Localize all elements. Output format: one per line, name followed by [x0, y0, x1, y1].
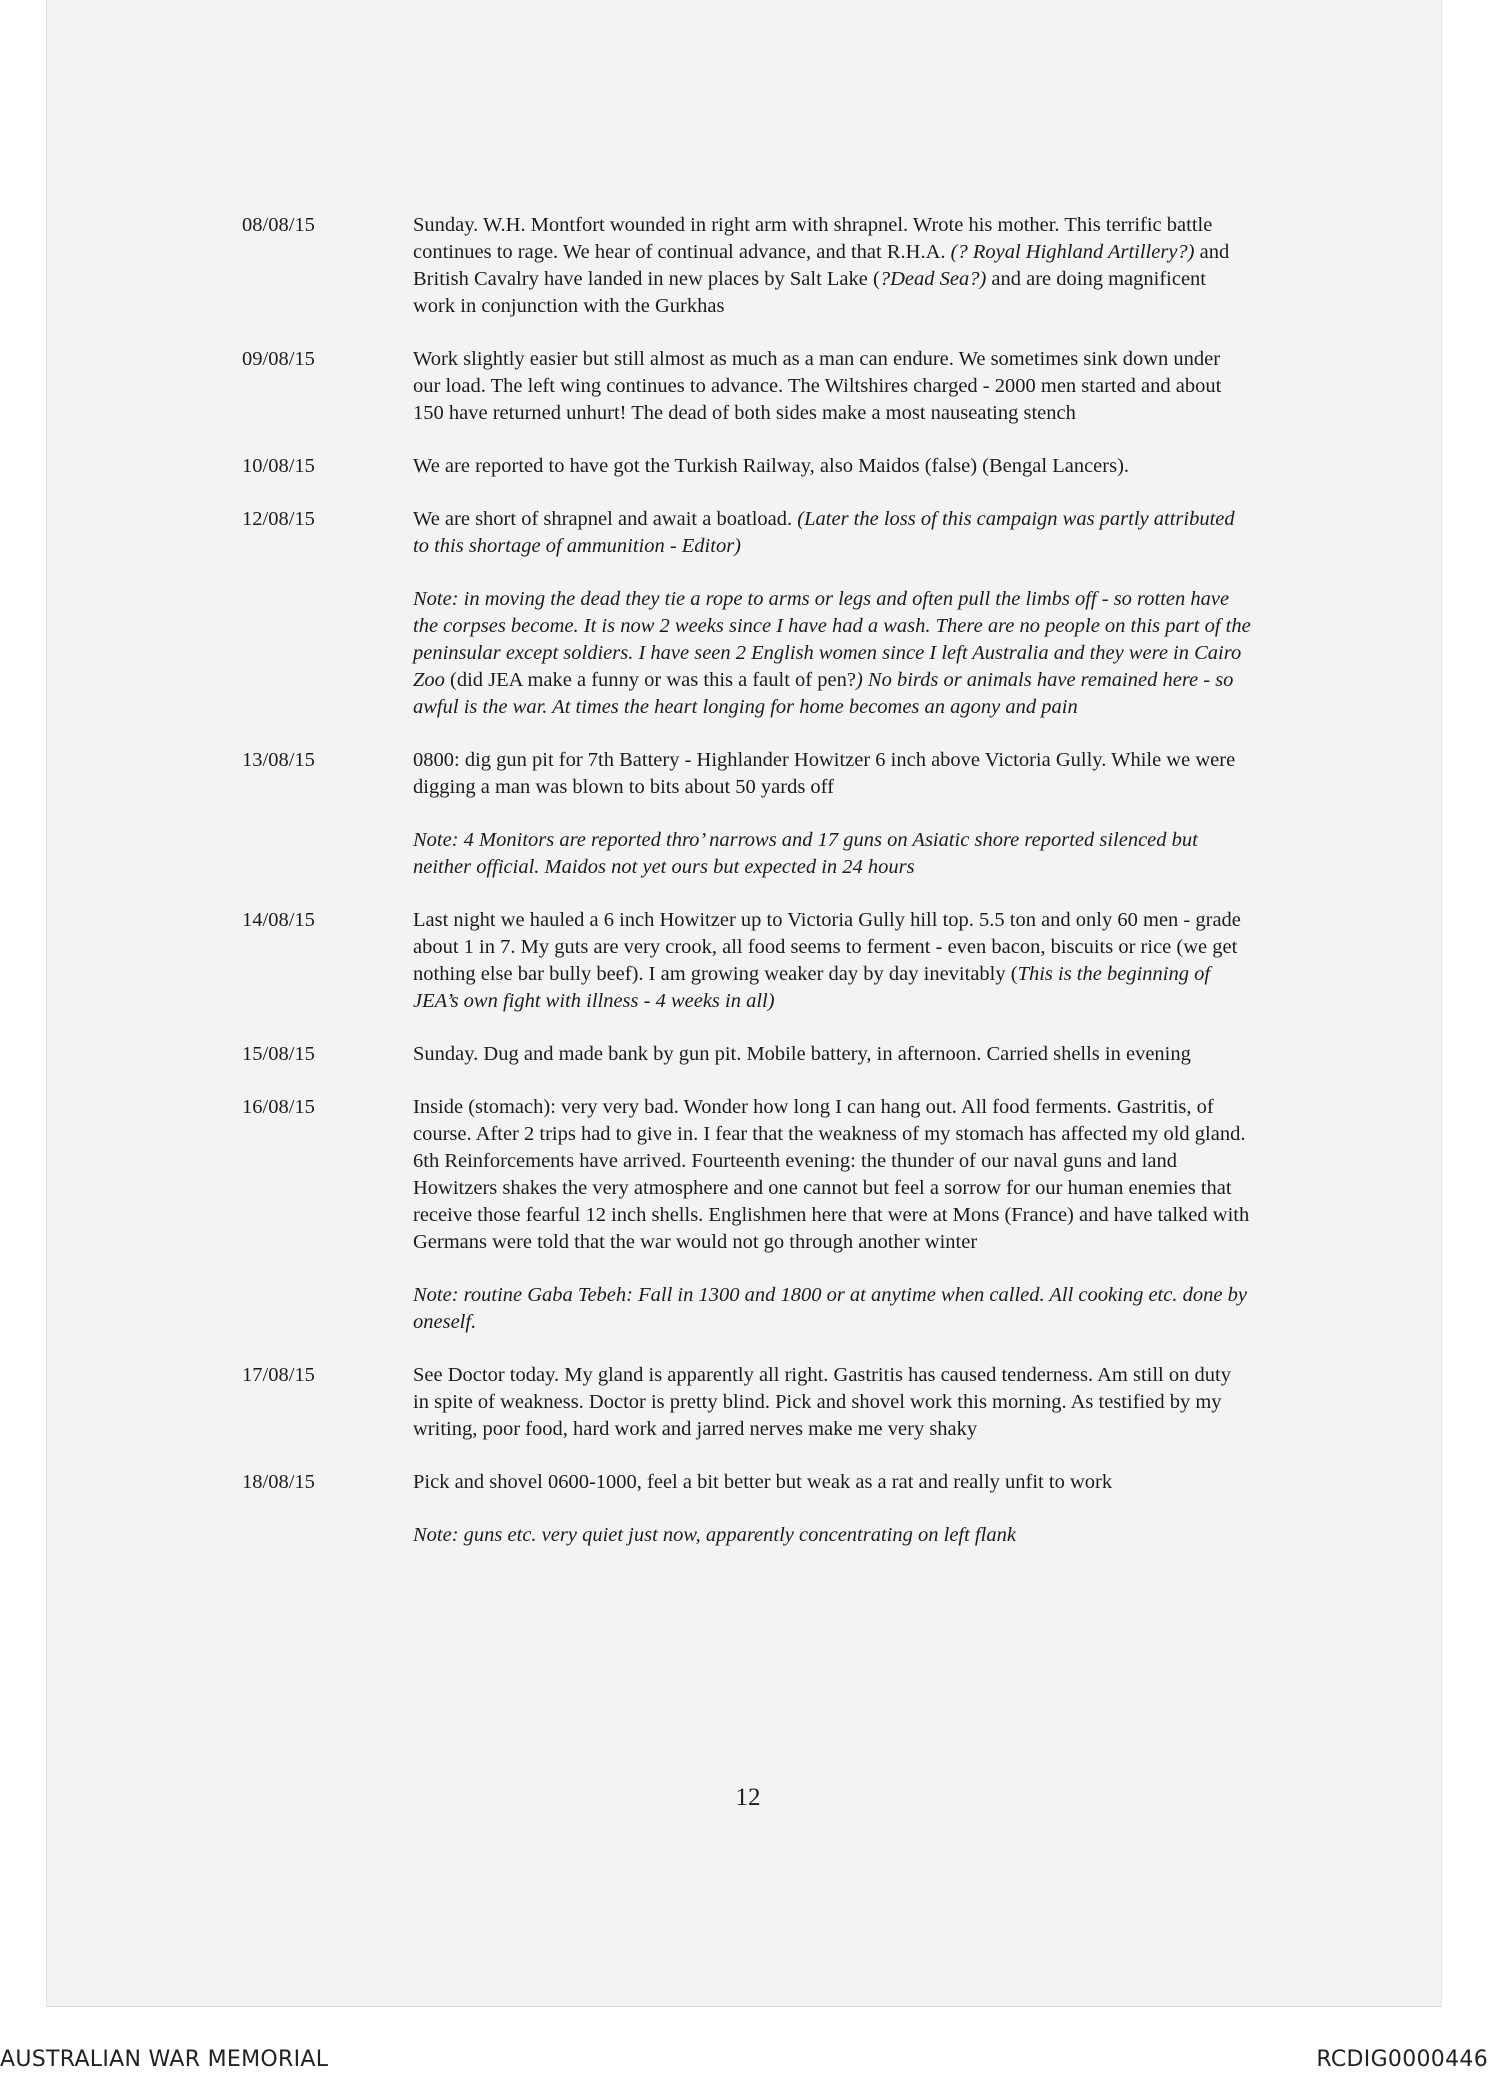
entry-body	[413, 907, 1252, 1015]
italic-text-segment: ?Dead Sea?)	[879, 268, 987, 290]
diary-entry	[242, 1094, 1252, 1336]
entry-date: 18/08/15	[242, 1471, 315, 1493]
entry-body	[413, 506, 1252, 721]
entry-date: 12/08/15	[242, 508, 315, 530]
footer-record-id: RCDIG0000446	[1316, 2047, 1488, 2072]
text-segment: and British Cavalry have landed in new places by Salt Lake (	[413, 241, 1230, 290]
entry-text	[413, 1094, 1252, 1256]
entry-note	[413, 586, 1252, 721]
entry-note	[413, 827, 1252, 881]
entry-date: 10/08/15	[242, 455, 315, 477]
entry-date: 08/08/15	[242, 214, 315, 236]
footer-institution: AUSTRALIAN WAR MEMORIAL	[0, 2047, 329, 2072]
entry-text	[413, 453, 1252, 480]
diary-entry	[242, 1041, 1252, 1068]
text-segment: and are doing magnificent work in conjunction with the Gurkhas	[413, 268, 1207, 317]
text-segment: We are short of shrapnel and await a boatload.	[413, 508, 798, 530]
entry-date: 14/08/15	[242, 909, 315, 931]
entry-text	[413, 1469, 1252, 1496]
entry-body	[413, 346, 1252, 427]
entry-date: 16/08/15	[242, 1096, 315, 1118]
entry-note	[413, 1282, 1252, 1336]
italic-text-segment: Note: guns etc. very quiet just now, apparently concentrating on left flank	[413, 1524, 1016, 1546]
text-segment: See Doctor today. My gland is apparently all right. Gastritis has caused tenderness. Am still on duty in spite of weakness. Doctor is pretty blind. Pick and shovel work this morning. As testified by my writing, poor food, hard work and jarred nerves make me very shaky	[413, 1364, 1231, 1440]
entry-text	[413, 506, 1252, 560]
entry-body	[413, 1362, 1252, 1443]
diary-entry	[242, 212, 1252, 320]
entry-note	[413, 1522, 1252, 1549]
italic-text-segment: Note: routine Gaba Tebeh: Fall in 1300 and 1800 or at anytime when called. All cooking etc. done by oneself.	[413, 1284, 1247, 1333]
entry-body	[413, 1469, 1252, 1549]
entry-body	[413, 1041, 1252, 1068]
entry-text	[413, 346, 1252, 427]
diary-entry	[242, 747, 1252, 881]
entry-date: 17/08/15	[242, 1364, 315, 1386]
italic-text-segment: This is the beginning of JEA’s own fight with illness - 4 weeks in all)	[413, 963, 1211, 1012]
entry-text	[413, 1041, 1252, 1068]
entry-date: 09/08/15	[242, 348, 315, 370]
italic-text-segment: Note: 4 Monitors are reported thro’ narrows and 17 guns on Asiatic shore reported silenced but neither official. Maidos not yet ours but expected in 24 hours	[413, 829, 1198, 878]
text-segment: Inside (stomach): very very bad. Wonder how long I can hang out. All food ferments. Gastritis, of course. After 2 trips had to give in. I fear that the weakness of my stomach has affected my old gland. 6th Reinforcements have arrived. Fourteenth evening: the thunder of our naval guns and land Howitzers shakes the very atmosphere and one cannot but feel a sorrow for our human enemies that receive those fearful 12 inch shells. Englishmen here that were at Mons (France) and have talked with Germans were told that the war would not go through another winter	[413, 1096, 1250, 1253]
text-segment: Last night we hauled a 6 inch Howitzer up to Victoria Gully hill top. 5.5 ton and only 60 men - grade about 1 in 7. My guts are very crook, all food seems to ferment - even bacon, biscuits or rice (we get nothing else bar bully beef). I am growing weaker day by day inevitably (	[413, 909, 1241, 985]
entry-text	[413, 907, 1252, 1015]
italic-text-segment: ) No birds or animals have remained here - so awful is the war. At times the heart longing for home becomes an agony and pain	[413, 669, 1234, 718]
entry-body	[413, 212, 1252, 320]
text-segment: (did JEA make a funny or was this a fault of pen?	[450, 669, 856, 691]
diary-entry	[242, 506, 1252, 721]
entry-text	[413, 1362, 1252, 1443]
entry-text	[413, 747, 1252, 801]
diary-entry	[242, 453, 1252, 480]
italic-text-segment: (Later the loss of this campaign was partly attributed to this shortage of ammunition - Editor)	[413, 508, 1235, 557]
diary-entry	[242, 346, 1252, 427]
diary-entries	[242, 212, 1252, 1575]
entry-body	[413, 453, 1252, 480]
page-number: 12	[735, 1784, 761, 1811]
diary-entry	[242, 1469, 1252, 1549]
entry-date: 15/08/15	[242, 1043, 315, 1065]
entry-body	[413, 747, 1252, 881]
entry-body	[413, 1094, 1252, 1336]
entry-text	[413, 212, 1252, 320]
text-segment: Pick and shovel 0600-1000, feel a bit better but weak as a rat and really unfit to work	[413, 1471, 1113, 1493]
text-segment: We are reported to have got the Turkish Railway, also Maidos (false) (Bengal Lancers).	[413, 455, 1130, 477]
text-segment: Sunday. Dug and made bank by gun pit. Mobile battery, in afternoon. Carried shells in evening	[413, 1043, 1191, 1065]
text-segment: Sunday. W.H. Montfort wounded in right arm with shrapnel. Wrote his mother. This terrific battle continues to rage. We hear of continual advance, and that R.H.A.	[413, 214, 1213, 263]
entry-date: 13/08/15	[242, 749, 315, 771]
italic-text-segment: Note: in moving the dead they tie a rope to arms or legs and often pull the limbs off - so rotten have the corpses become. It is now 2 weeks since I have had a wash. There are no people on this part of the peninsular except soldiers. I have seen 2 English women since I left Australia and they were in Cairo Zoo	[413, 588, 1251, 691]
text-segment: 0800: dig gun pit for 7th Battery - Highlander Howitzer 6 inch above Victoria Gully. While we were digging a man was blown to bits about 50 yards off	[413, 749, 1236, 798]
diary-entry	[242, 1362, 1252, 1443]
text-segment: Work slightly easier but still almost as much as a man can endure. We sometimes sink down under our load. The left wing continues to advance. The Wiltshires charged - 2000 men started and about 150 have returned unhurt! The dead of both sides make a most nauseating stench	[413, 348, 1222, 424]
diary-entry	[242, 907, 1252, 1015]
italic-text-segment: (? Royal Highland Artillery?)	[950, 241, 1195, 263]
